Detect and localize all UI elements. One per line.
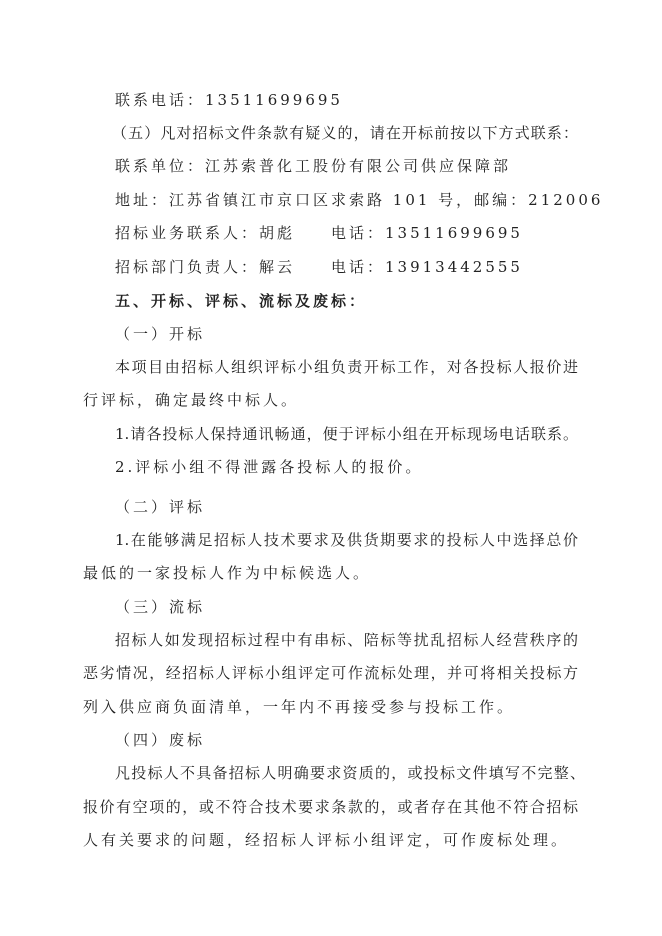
paragraph-line: 最低的一家投标人作为中标候选人。 bbox=[83, 564, 372, 582]
paragraph-line: 人有关要求的问题，经招标人评标小组评定，可作废标处理。 bbox=[83, 831, 570, 849]
list-item: 1.请各投标人保持通讯畅通，便于评标小组在开标现场电话联系。 bbox=[115, 425, 578, 443]
contact-phone: 联系电话：13511699695 bbox=[115, 91, 343, 109]
paragraph-line: 行评标，确定最终中标人。 bbox=[83, 391, 300, 409]
list-item: 2.评标小组不得泄露各投标人的报价。 bbox=[115, 458, 424, 476]
paragraph-line: 列入供应商负面清单，一年内不再接受参与投标工作。 bbox=[83, 698, 516, 716]
business-contact: 招标业务联系人：胡彪 电话：13511699695 bbox=[115, 224, 523, 242]
paragraph-line: 报价有空项的，或不符合技术要求条款的，或者存在其他不符合招标 bbox=[83, 798, 578, 816]
paragraph-line: 招标人如发现招标过程中有串标、陪标等扰乱招标人经营秩序的 bbox=[115, 631, 578, 649]
inquiry-clause: （五）凡对招标文件条款有疑义的，请在开标前按以下方式联系： bbox=[112, 124, 578, 142]
paragraph-line: 凡投标人不具备招标人明确要求资质的，或投标文件填写不完整、 bbox=[115, 764, 585, 782]
paragraph-line: 本项目由招标人组织评标小组负责开标工作，对各投标人报价进 bbox=[115, 358, 578, 376]
section-heading: 五、开标、评标、流标及废标： bbox=[115, 292, 368, 310]
subheading-invalid-bid: （四）废标 bbox=[115, 731, 206, 749]
subheading-failed-bid: （三）流标 bbox=[115, 598, 206, 616]
list-item: 1.在能够满足招标人技术要求及供货期要求的投标人中选择总价 bbox=[115, 531, 578, 549]
subheading-evaluation: （二）评标 bbox=[115, 498, 206, 516]
paragraph-line: 恶劣情况，经招标人评标小组评定可作流标处理，并可将相关投标方 bbox=[83, 664, 578, 682]
subheading-opening: （一）开标 bbox=[115, 325, 206, 343]
department-head: 招标部门负责人：解云 电话：13913442555 bbox=[115, 258, 523, 276]
address: 地址：江苏省镇江市京口区求索路 101 号，邮编：212006 bbox=[115, 191, 604, 209]
contact-unit: 联系单位：江苏索普化工股份有限公司供应保障部 bbox=[115, 157, 512, 175]
